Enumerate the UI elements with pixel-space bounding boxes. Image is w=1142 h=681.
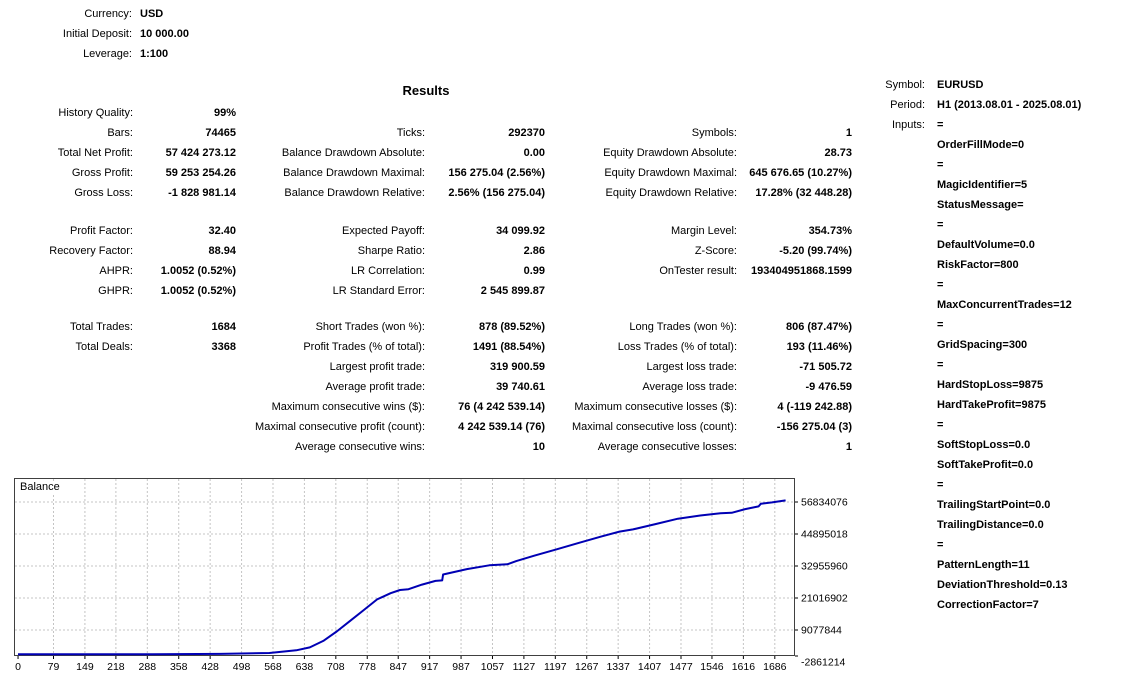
inputs-first-value: = xyxy=(937,119,944,131)
inputs-row xyxy=(860,118,1142,132)
symbol-row xyxy=(860,78,1142,92)
input-parameter: SoftStopLoss=0.0 xyxy=(937,439,1031,451)
result-row xyxy=(0,126,860,140)
result-label: Profit Factor: xyxy=(70,225,133,237)
result-label: LR Correlation: xyxy=(351,265,425,277)
result-label: Average consecutive losses: xyxy=(597,441,737,453)
result-value: 32.40 xyxy=(208,225,236,237)
period-row xyxy=(860,98,1142,112)
result-row xyxy=(0,106,860,120)
result-row xyxy=(0,340,860,354)
input-parameter: = xyxy=(937,319,944,331)
result-row xyxy=(0,380,860,394)
result-label: Total Trades: xyxy=(70,321,133,333)
balance-chart[interactable] xyxy=(14,478,859,678)
result-value: 0.00 xyxy=(523,147,545,159)
input-parameter: = xyxy=(937,419,944,431)
input-parameter: TrailingDistance=0.0 xyxy=(937,519,1044,531)
symbol-label: Symbol: xyxy=(885,79,925,91)
input-parameter: PatternLength=11 xyxy=(937,559,1030,571)
input-parameter: = xyxy=(937,539,944,551)
leverage-value: 1:100 xyxy=(140,48,169,60)
result-label: Equity Drawdown Maximal: xyxy=(604,167,737,179)
result-label: History Quality: xyxy=(58,107,133,119)
x-axis-label: 1686 xyxy=(763,661,787,673)
x-axis-label: 1616 xyxy=(731,661,756,673)
result-value: 28.73 xyxy=(824,147,852,159)
result-label: Maximum consecutive wins ($): xyxy=(271,401,425,413)
result-value: -1 828 981.14 xyxy=(168,187,236,199)
result-label: Total Net Profit: xyxy=(57,147,133,159)
result-value: 2.56% (156 275.04) xyxy=(448,187,545,199)
results-title: Results xyxy=(402,83,450,98)
result-value: 4 242 539.14 (76) xyxy=(458,421,545,433)
x-axis-label: 498 xyxy=(232,661,251,673)
result-label: Equity Drawdown Absolute: xyxy=(603,147,737,159)
input-parameter: = xyxy=(937,219,944,231)
y-axis-label: 21016902 xyxy=(801,592,848,605)
result-row xyxy=(0,166,860,180)
result-value: 193 (11.46%) xyxy=(786,341,852,353)
inputs-label: Inputs: xyxy=(891,119,925,131)
result-label: AHPR: xyxy=(99,265,133,277)
result-row xyxy=(0,224,860,238)
result-value: 57 424 273.12 xyxy=(165,147,236,159)
x-axis-label: 778 xyxy=(358,661,377,673)
initial-deposit-value: 10 000.00 xyxy=(140,28,189,40)
result-value: -5.20 (99.74%) xyxy=(779,245,852,257)
x-axis-label: 79 xyxy=(47,661,60,673)
x-axis-label: 149 xyxy=(76,661,94,673)
result-label: Balance Drawdown Maximal: xyxy=(283,167,425,179)
input-parameter: TrailingStartPoint=0.0 xyxy=(937,499,1051,511)
input-parameter: GridSpacing=300 xyxy=(937,339,1028,351)
result-value: 1 xyxy=(845,441,852,453)
result-label: Sharpe Ratio: xyxy=(357,245,425,257)
balance-chart-canvas[interactable] xyxy=(14,478,859,678)
y-axis-label: 44895018 xyxy=(801,528,848,541)
x-axis-label: 1477 xyxy=(669,661,693,673)
result-label: Ticks: xyxy=(396,127,425,139)
x-axis-label: 428 xyxy=(201,661,219,673)
result-row xyxy=(0,284,860,298)
x-axis-label: 1057 xyxy=(480,661,505,673)
result-label: Largest profit trade: xyxy=(329,361,425,373)
result-label: Symbols: xyxy=(691,127,737,139)
result-row xyxy=(0,360,860,374)
input-parameter: MaxConcurrentTrades=12 xyxy=(937,299,1072,311)
result-label: Balance Drawdown Relative: xyxy=(284,187,425,199)
x-axis-label: 568 xyxy=(264,661,282,673)
result-label: Average loss trade: xyxy=(642,381,737,393)
currency-label: Currency: xyxy=(84,8,132,20)
result-value: 39 740.61 xyxy=(496,381,545,393)
input-parameter: DeviationThreshold=0.13 xyxy=(937,579,1068,591)
result-label: Maximal consecutive loss (count): xyxy=(571,421,737,433)
x-axis-label: 1127 xyxy=(512,661,536,673)
result-row xyxy=(0,440,860,454)
result-row xyxy=(0,320,860,334)
result-value: 292370 xyxy=(508,127,545,139)
y-axis-label: 32955960 xyxy=(801,560,848,573)
result-value: 34 099.92 xyxy=(496,225,545,237)
result-value: -71 505.72 xyxy=(799,361,852,373)
result-label: Loss Trades (% of total): xyxy=(617,341,737,353)
result-row xyxy=(0,264,860,278)
result-label: Recovery Factor: xyxy=(49,245,133,257)
result-value: 3368 xyxy=(211,341,236,353)
x-axis-label: 847 xyxy=(389,661,407,673)
result-value: 88.94 xyxy=(208,245,236,257)
result-value: 1.0052 (0.52%) xyxy=(160,265,236,277)
result-value: 59 253 254.26 xyxy=(165,167,236,179)
y-axis-label: -2861214 xyxy=(801,656,846,669)
result-label: Average consecutive wins: xyxy=(294,441,425,453)
y-axis-label: 9077844 xyxy=(801,624,842,637)
result-value: 354.73% xyxy=(808,225,852,237)
x-axis-label: 1337 xyxy=(606,661,630,673)
symbol-value: EURUSD xyxy=(937,79,984,91)
x-axis-label: 288 xyxy=(138,661,157,673)
x-axis-label: 917 xyxy=(420,661,439,673)
result-label: Average profit trade: xyxy=(325,381,425,393)
result-value: 2 545 899.87 xyxy=(480,285,545,297)
chart-legend-balance: Balance xyxy=(20,481,60,493)
input-parameter: MagicIdentifier=5 xyxy=(937,179,1028,191)
y-axis-label: 56834076 xyxy=(801,496,848,509)
result-row xyxy=(0,420,860,434)
result-label: Maximum consecutive losses ($): xyxy=(574,401,737,413)
balance-curve xyxy=(18,500,786,654)
period-label: Period: xyxy=(890,99,925,111)
result-value: 2.86 xyxy=(523,245,545,257)
result-row xyxy=(0,244,860,258)
currency-value: USD xyxy=(140,8,164,20)
result-row xyxy=(0,146,860,160)
result-label: Expected Payoff: xyxy=(342,225,425,237)
result-label: Profit Trades (% of total): xyxy=(303,341,425,353)
result-value: 76 (4 242 539.14) xyxy=(458,401,545,413)
result-label: Margin Level: xyxy=(670,225,737,237)
result-value: 17.28% (32 448.28) xyxy=(755,187,852,199)
input-parameter: StatusMessage= xyxy=(937,199,1024,211)
input-parameter: RiskFactor=800 xyxy=(937,259,1019,271)
input-parameter: DefaultVolume=0.0 xyxy=(937,239,1035,251)
result-label: Total Deals: xyxy=(75,341,133,353)
result-value: 4 (-119 242.88) xyxy=(777,401,852,413)
input-parameter: HardTakeProfit=9875 xyxy=(937,399,1046,411)
result-label: Equity Drawdown Relative: xyxy=(605,187,737,199)
result-value: 1 xyxy=(845,127,852,139)
result-value: -156 275.04 (3) xyxy=(776,421,852,433)
result-label: LR Standard Error: xyxy=(332,285,425,297)
x-axis-label: 1267 xyxy=(575,661,599,673)
result-label: Gross Profit: xyxy=(71,167,133,179)
result-row xyxy=(0,400,860,414)
input-parameter: = xyxy=(937,279,944,291)
result-value: 0.99 xyxy=(523,265,545,277)
result-value: 74465 xyxy=(205,127,236,139)
result-value: 156 275.04 (2.56%) xyxy=(448,167,545,179)
x-axis-label: 218 xyxy=(107,661,125,673)
result-value: 1684 xyxy=(211,321,236,333)
input-parameter: = xyxy=(937,479,944,491)
result-label: Balance Drawdown Absolute: xyxy=(281,147,425,159)
input-parameter: OrderFillMode=0 xyxy=(937,139,1025,151)
initial-deposit-label: Initial Deposit: xyxy=(62,28,132,40)
result-label: Short Trades (won %): xyxy=(315,321,425,333)
leverage-label: Leverage: xyxy=(83,48,132,60)
x-axis-label: 1407 xyxy=(637,661,662,673)
result-value: 1491 (88.54%) xyxy=(472,341,545,353)
result-label: Bars: xyxy=(107,127,133,139)
input-parameter: SoftTakeProfit=0.0 xyxy=(937,459,1034,471)
input-parameter: = xyxy=(937,359,944,371)
result-label: Maximal consecutive profit (count): xyxy=(255,421,425,433)
result-row xyxy=(0,186,860,200)
result-value: 193404951868.1599 xyxy=(751,265,852,277)
result-label: GHPR: xyxy=(98,285,133,297)
x-axis-label: 708 xyxy=(327,661,345,673)
result-label: Largest loss trade: xyxy=(646,361,737,373)
chart-border xyxy=(15,479,795,656)
result-label: OnTester result: xyxy=(659,265,737,277)
result-label: Z-Score: xyxy=(694,245,737,257)
result-value: 319 900.59 xyxy=(489,361,545,373)
x-axis-label: 0 xyxy=(15,661,21,673)
x-axis-label: 358 xyxy=(169,661,188,673)
x-axis-label: 1197 xyxy=(544,661,567,673)
input-parameter: CorrectionFactor=7 xyxy=(937,599,1039,611)
period-value: H1 (2013.08.01 - 2025.08.01) xyxy=(937,99,1082,111)
result-value: 10 xyxy=(532,441,545,453)
result-label: Gross Loss: xyxy=(74,187,133,199)
x-axis-label: 638 xyxy=(295,661,314,673)
result-label: Long Trades (won %): xyxy=(629,321,737,333)
input-parameter: = xyxy=(937,159,944,171)
x-axis-label: 1546 xyxy=(700,661,724,673)
result-value: 99% xyxy=(213,107,236,119)
result-value: 645 676.65 (10.27%) xyxy=(749,167,852,179)
result-value: 806 (87.47%) xyxy=(785,321,852,333)
x-axis-label: 987 xyxy=(452,661,470,673)
result-value: 878 (89.52%) xyxy=(478,321,545,333)
result-value: -9 476.59 xyxy=(805,381,852,393)
result-value: 1.0052 (0.52%) xyxy=(160,285,236,297)
input-parameter: HardStopLoss=9875 xyxy=(937,379,1044,391)
